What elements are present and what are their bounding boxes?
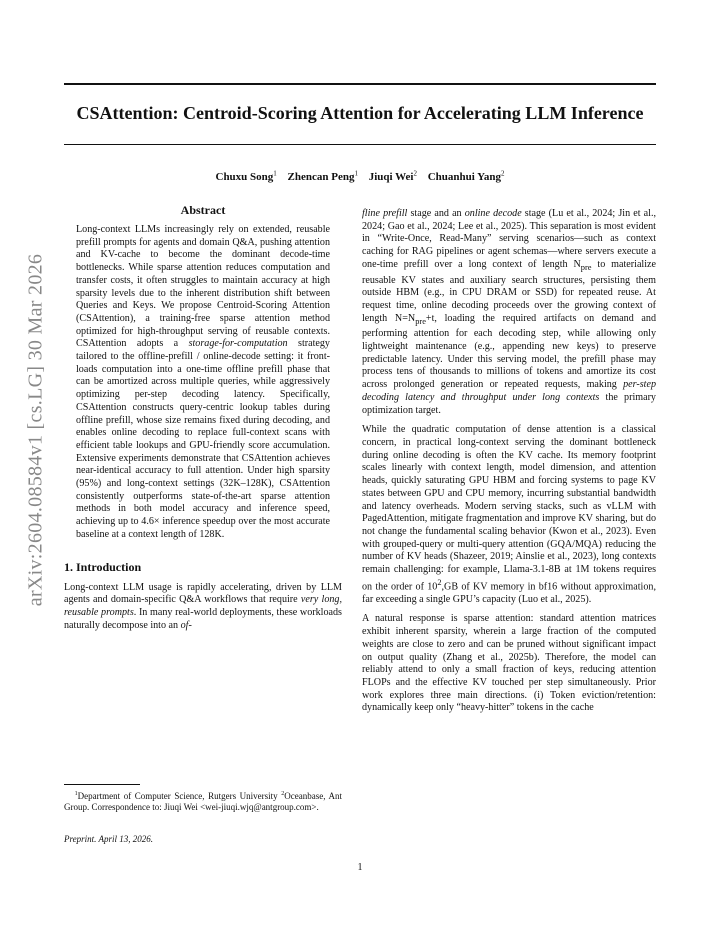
author: Zhencan Peng$^1$ bbox=[287, 169, 358, 183]
footnote-separator bbox=[64, 784, 140, 785]
title-rule-top bbox=[64, 83, 656, 85]
paper-title: CSAttention: Centroid-Scoring Attention for Accelerating LLM Inference bbox=[76, 103, 644, 123]
footnotes bbox=[64, 784, 342, 813]
title-rule-bottom bbox=[64, 144, 656, 145]
abstract-text: Long-context LLMs increasingly rely on extended, reusable prefill prompts for agents and domain Q&A, pushing attention and KV-cache to become the dominant decode-time bottlenecks. While sparse attention reduces computation and transfer costs, it often struggles to maintain accuracy at high sparsity levels due to the inherent distribution shift between Queries and Keys. We propose Centroid-Scoring Attention (CSAttention), a training-free sparse attention method optimized for high-throughput serving of reusable contexts. CSAttention adopts a storage-for-computation strategy tailored to the offline-prefill / online-decode setting: it front-loads computation into a one-time offline prefill phase that can be amortized across multiple queries, while aggressively optimizing per-step decoding latency. Specifically, CSAttention constructs query-centric lookup tables during offline prefill, whose size remains fixed during decoding, and enables online decoding to replace full-context scans with efficient table lookups and GPU-friendly score accumulation. Extensive experiments demonstrate that CSAttention achieves near-identical accuracy to full attention. Under high sparsity (95%) and long-context settings (32K–128K), CSAttention consistently outperforms state-of-the-art sparse attention methods in both model accuracy and inference speed, achieving up to 4.6× inference speedup over the most accurate baseline at a context length of 128K. bbox=[76, 224, 330, 540]
arxiv-side-stamp: arXiv:2604.08584v1 [cs.LG] 30 Mar 2026 bbox=[24, 253, 47, 607]
body-paragraph-1: fline prefill stage and an online decode stage (Lu et al., 2024; Jin et al., 2024; Gao et al., 2024; Lee et al., 2025). This separation is most evident in “Write-Once, Read-Many” serving scenarios—such as context caching for RAG pipelines or agent schemas—where servers execute a one-time prefill over a long context of length $N_{pre}$ to materialize reusable KV states and auxiliary search structures, persisting them outside HBM (e.g., in CPU DRAM or SSD) for repeated reuse. At request time, online decoding proceeds over the growing context of length $N=N_{pre}+t$, loading the required artifacts on demand and performing attention for each decoding step, while allowing only lightweight maintenance (e.g., appending new keys) to preserve predictable latency. Under this serving model, the prefill phase may process tens of thousands to millions of tokens and amortize its cost across prolonged generation or repeated requests, making per-step decoding latency and throughput under long contexts the primary optimization target. bbox=[362, 208, 657, 416]
author-list bbox=[64, 165, 656, 185]
right-column bbox=[362, 208, 656, 715]
author: Chuanhui Yang$^2$ bbox=[427, 169, 505, 183]
intro-paragraph: Long-context LLM usage is rapidly accelerating, driven by LLM agents and domain-specific Q&A workflows that require very long, reusable prompts. In many real-world deployments, these workloads naturally decompose into an of- bbox=[64, 581, 342, 631]
body-paragraph-2: While the quadratic computation of dense attention is a classical concern, in practical long-context serving the dominant bottleneck during online decoding is often the KV cache. Its memory footprint scales linearly with context length, model dimension, and attention heads, quickly saturating GPU HBM and forcing systems to page KV states between GPU and CPU memory, incurring substantial bandwidth and latency overheads. Modern serving stacks, such as vLLM with PagedAttention, mitigate fragmentation and improve KV sharing, but do not change the fundamental scaling behavior (Kwon et al., 2023). Even with grouped-query or multi-query attention (GQA/MQA) reducing the number of KV heads (Shazeer, 2019; Ainslie et al., 2023), long contexts remain challenging: for example, Llama-3.1-8B at 1M tokens requires on the order of $10^2,GB$ of KV memory in bf16 without approximation, far exceeding a single GPU’s capacity (Luo et al., 2025). bbox=[362, 424, 656, 605]
page-number: 1 bbox=[357, 862, 363, 873]
author: Jiuqi Wei$^2$ bbox=[368, 169, 417, 183]
intro-heading: 1. Introduction bbox=[64, 559, 142, 574]
preprint-note: Preprint. April 13, 2026. bbox=[64, 834, 154, 844]
footnote-affiliations: $^1$Department of Computer Science, Rutgers University $^2$Oceanbase, Ant Group. Correspondence to: Jiuqi Wei <wei-jiuqi.wjq@antgroup.com>. bbox=[64, 791, 343, 812]
author: Chuxu Song$^1$ bbox=[215, 169, 277, 183]
left-column bbox=[64, 202, 342, 632]
abstract-heading: Abstract bbox=[180, 203, 226, 217]
body-paragraph-3: A natural response is sparse attention: standard attention matrices exhibit inherent sparsity, wherein a large fraction of the computed weights are close to zero and can be pruned without significant impact on output quality (Zhang et al., 2025b). Therefore, the model can reliably attend to only a small fraction of keys, reducing attention FLOPs and the effective KV touched per step simultaneously. Prior work explores three main directions. (i) Token eviction/retention: dynamically keep only “heavy-hitter” tokens in the cache bbox=[362, 613, 656, 714]
